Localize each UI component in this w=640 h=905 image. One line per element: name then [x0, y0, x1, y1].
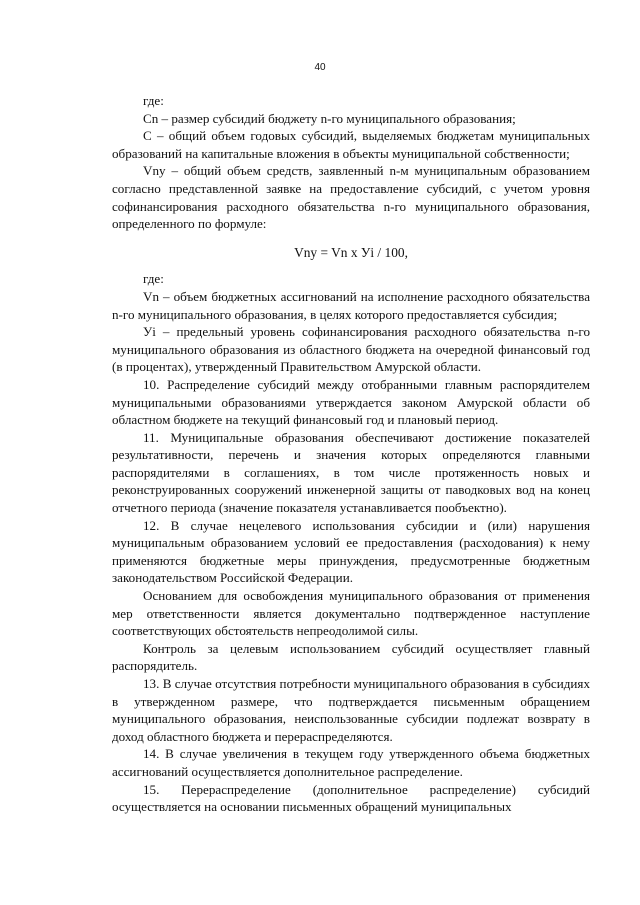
paragraph-where-1: где: — [143, 93, 164, 108]
paragraph-item-11: 11. Муниципальные образования обеспечивают достижение показателей результативности, перечень и значения которых определяются главными распорядителями в соглашениях, в том числе протяженность новых и реконструированных сооружений инженерной защиты от паводковых вод на конец отчетного периода (значение показателя устанавливается пообъектно). — [112, 429, 590, 516]
paragraph-c-definition: С – общий объем годовых субсидий, выделяемых бюджетам муниципальных образований на капитальные вложения в объекты муниципальной собственности; — [112, 128, 590, 161]
paragraph-item-13: 13. В случае отсутствия потребности муниципального образования в субсидиях в утвержденном размере, что подтверждается письменным обращением муниципального образования, неиспользованные субсидии подлежат возврату в доход областного бюджета и перераспределяются. — [112, 676, 590, 744]
paragraph-force-majeure: Основанием для освобождения муниципального образования от применения мер ответственности является документально подтвержденное наступление соответствующих обстоятельств непреодолимой силы. — [112, 588, 590, 639]
paragraph-where-2: где: — [143, 271, 164, 287]
paragraph-item-14: 14. В случае увеличения в текущем году утвержденного объема бюджетных ассигнований осуществляется дополнительное распределение. — [112, 746, 590, 779]
paragraph-cn-definition: Сn – размер субсидий бюджету n-го муниципального образования; — [143, 110, 516, 126]
paragraph-item-10: 10. Распределение субсидий между отобранными главным распорядителем муниципальными образованиями утверждается законом Амурской области об областном бюджете на текущий финансовый год и плановый период. — [112, 376, 590, 428]
paragraph-item-15: 15. Перераспределение (дополнительное распределение) субсидий осуществляется на основании письменных обращений муниципальных — [112, 781, 590, 815]
paragraph-vny-definition: Vny – общий объем средств, заявленный n-м муниципальным образованием согласно представленной заявке на предоставление субсидий, с учетом уровня софинансирования расходного обязательства n-го муниципального образования, определенного по формуле: — [112, 163, 590, 232]
paragraph-item-12: 12. В случае нецелевого использования субсидии и (или) нарушения муниципальным образованием условий ее предоставления (расходования) к нему применяются бюджетные меры принуждения, предусмотренные бюджетным законодательством Российской Федерации. — [112, 517, 590, 586]
paragraph-yi-definition: Уi – предельный уровень софинансирования расходного обязательства n-го муниципального образования из областного бюджета на очередной финансовый год (в процентах), утвержденный Правительством Амурской области. — [112, 324, 590, 375]
document-body — [112, 92, 590, 816]
formula-vny: Vny = Vn x Уi / 100, — [294, 244, 408, 260]
paragraph-control: Контроль за целевым использованием субсидий осуществляет главный распорядитель. — [112, 640, 590, 674]
paragraph-vn-definition: Vn – объем бюджетных ассигнований на исполнение расходного обязательства n-го муниципального образования, в целях которого предоставляется субсидия; — [112, 288, 590, 322]
page-number: 40 — [314, 62, 326, 73]
